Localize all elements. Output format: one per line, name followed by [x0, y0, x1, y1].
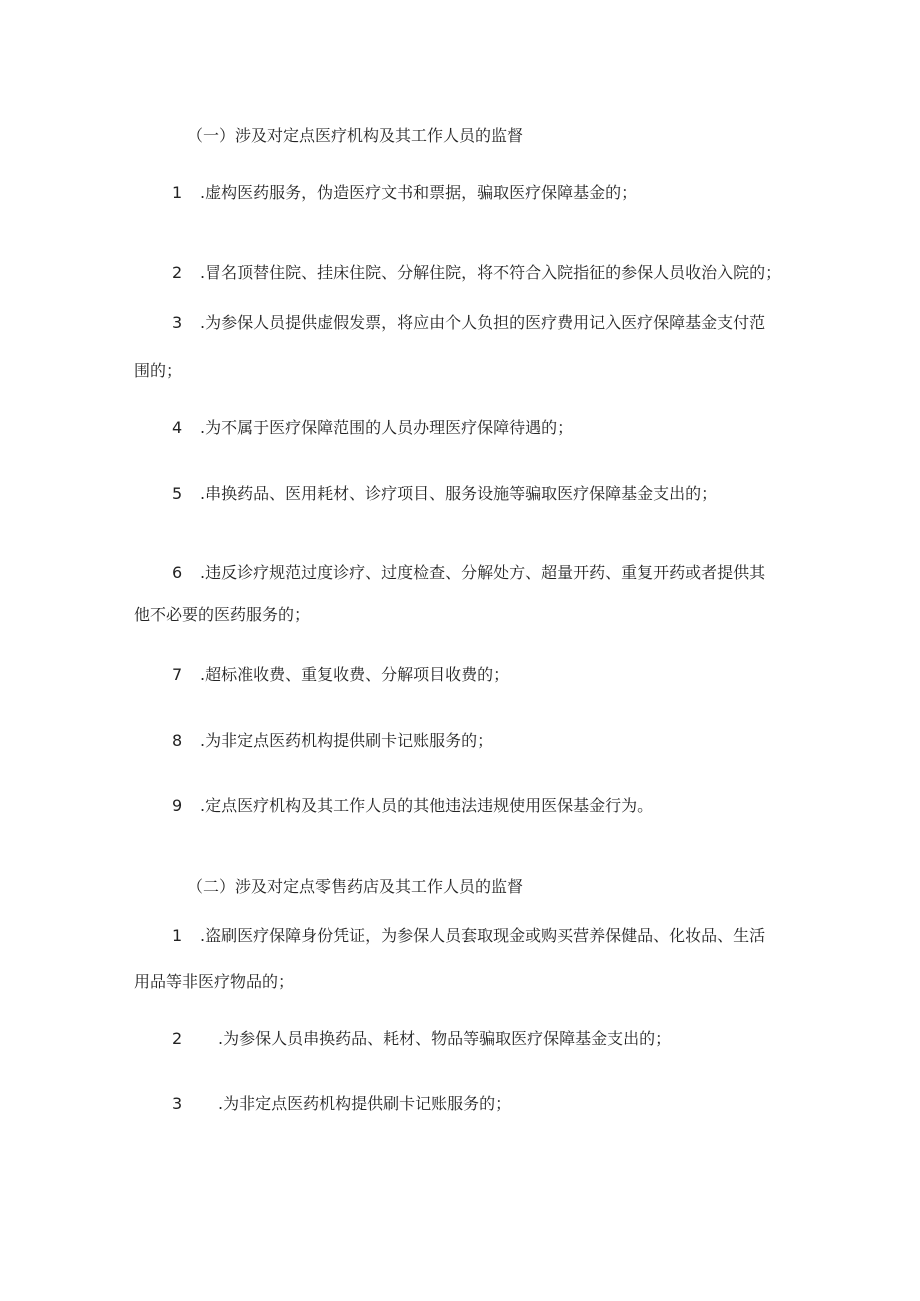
item-text: .虚构医药服务，伪造医疗文书和票据，骗取医疗保障基金的； [200, 183, 638, 202]
item-number: 3 [172, 313, 183, 332]
section-1-item-4 [172, 417, 573, 439]
section-1-item-3 [172, 312, 765, 334]
item-number: 7 [172, 665, 183, 684]
section-1-item-9 [172, 795, 653, 817]
section-1-item-7 [172, 664, 509, 686]
section-1-item-3-continuation: 围的； [134, 361, 183, 380]
section-1-heading: （一）涉及对定点医疗机构及其工作人员的监督 [187, 126, 524, 145]
item-text: .为非定点医药机构提供刷卡记账服务的； [200, 731, 494, 750]
item-text: .定点医疗机构及其工作人员的其他违法违规使用医保基金行为。 [200, 796, 654, 815]
item-number: 6 [172, 563, 183, 582]
item-text: .串换药品、医用耗材、诊疗项目、服务设施等骗取医疗保障基金支出的； [200, 484, 718, 503]
section-2-item-2 [172, 1028, 671, 1050]
item-number: 1 [172, 926, 183, 945]
item-number: 2 [172, 1029, 183, 1048]
section-1-item-6-continuation: 他不必要的医药服务的； [134, 605, 311, 624]
item-text: .为不属于医疗保障范围的人员办理医疗保障待遇的； [200, 418, 574, 437]
item-text: .为参保人员串换药品、耗材、物品等骗取医疗保障基金支出的； [218, 1029, 672, 1048]
item-text: .冒名顶替住院、挂床住院、分解住院，将不符合入院指征的参保人员收治入院的； [200, 263, 782, 282]
item-text: .为参保人员提供虚假发票，将应由个人负担的医疗费用记入医疗保障基金支付范 [200, 313, 766, 332]
item-number: 8 [172, 731, 183, 750]
section-1-item-6 [172, 562, 765, 584]
item-text: .超标准收费、重复收费、分解项目收费的； [200, 665, 510, 684]
section-2-item-1-continuation: 用品等非医疗物品的； [134, 972, 295, 991]
section-1-item-1 [172, 182, 637, 204]
item-text: .违反诊疗规范过度诊疗、过度检查、分解处方、超量开药、重复开药或者提供其 [200, 563, 766, 582]
item-number: 9 [172, 796, 183, 815]
item-text: .为非定点医药机构提供刷卡记账服务的； [218, 1094, 512, 1113]
section-1-item-2 [172, 262, 781, 284]
section-1-item-8 [172, 730, 493, 752]
section-2-heading: （二）涉及对定点零售药店及其工作人员的监督 [187, 877, 524, 896]
item-text: .盗刷医疗保障身份凭证，为参保人员套取现金或购买营养保健品、化妆品、生活 [200, 926, 766, 945]
item-number: 1 [172, 183, 183, 202]
section-2-item-3 [172, 1093, 511, 1115]
item-number: 2 [172, 263, 183, 282]
section-2-item-1 [172, 925, 765, 947]
item-number: 4 [172, 418, 183, 437]
section-1-item-5 [172, 483, 717, 505]
item-number: 3 [172, 1094, 183, 1113]
item-number: 5 [172, 484, 183, 503]
